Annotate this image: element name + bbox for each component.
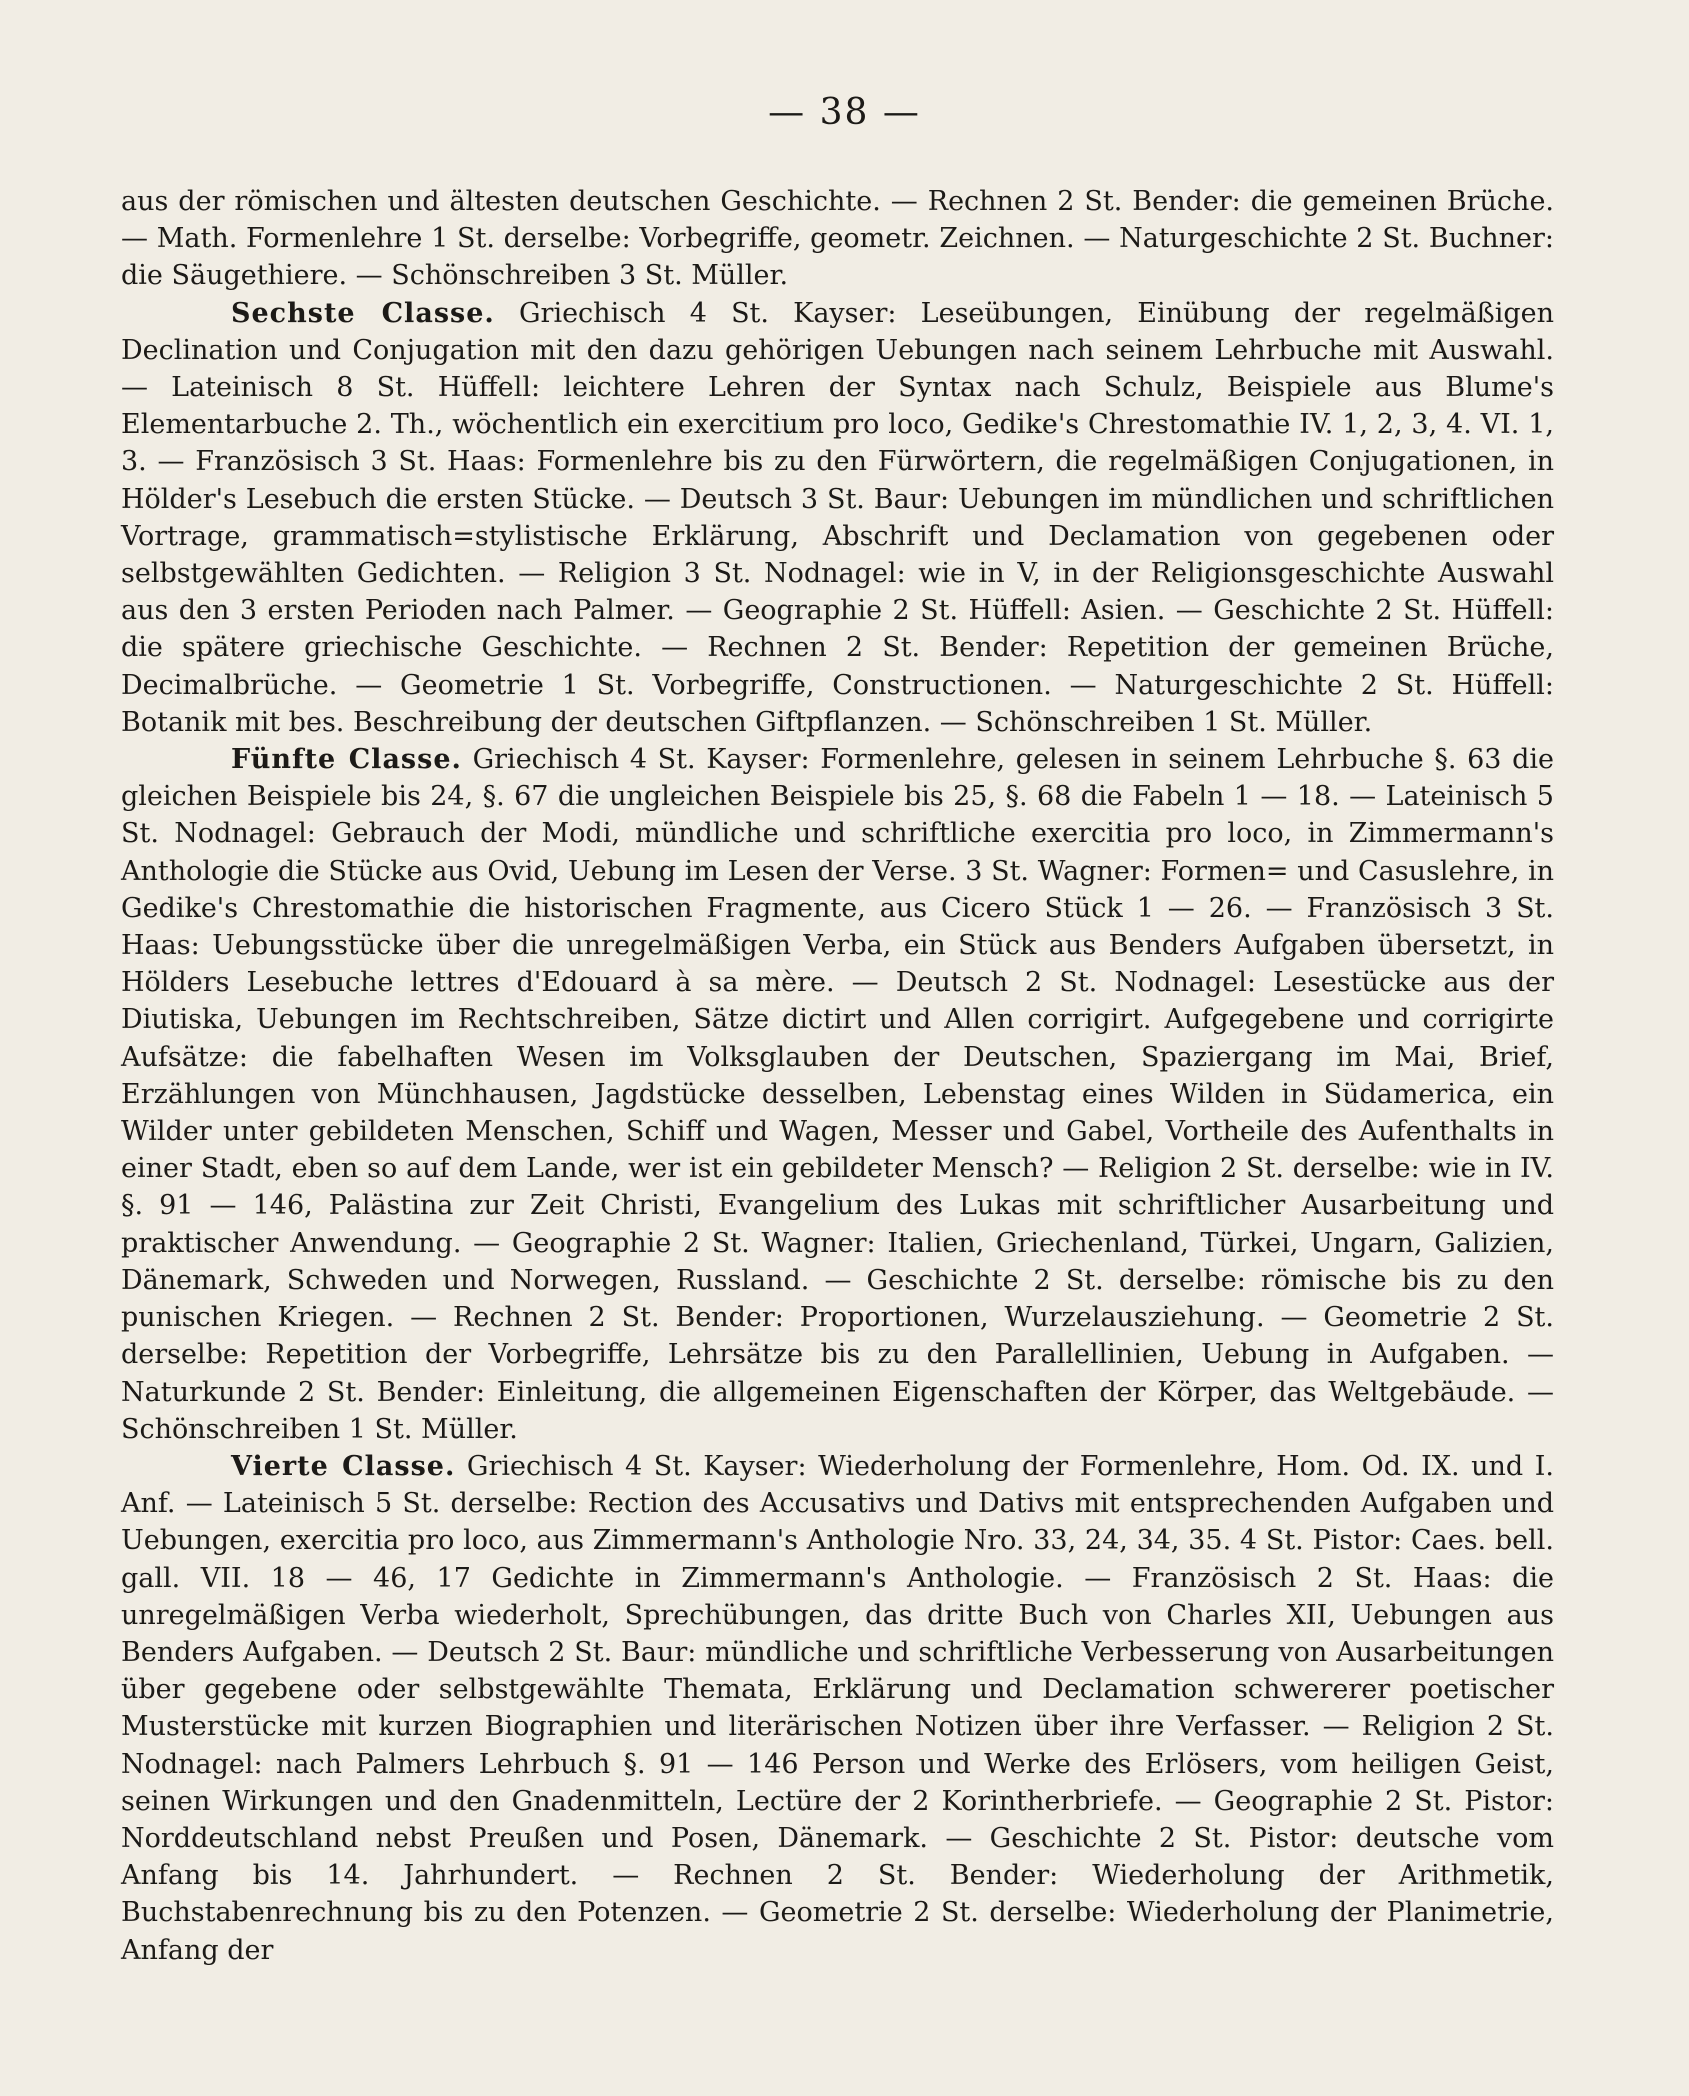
section-heading: Fünfte Classe.	[231, 744, 462, 776]
section-sechste-classe	[121, 295, 1554, 741]
paragraph-text: Griechisch 4 St. Kayser: Wiederholung der Formenlehre, Hom. Od. IX. und I. Anf. — Lateinisch 5 St. derselbe: Rection des Accusativs und Dativs mit entsprechenden Aufgaben und Uebungen, exercitia pro loco, aus Zimmermann's Anthologie Nro. 33, 24, 34, 35. 4 St. Pistor: Caes. bell. gall. VII. 18 — 46, 17 Gedichte in Zimmermann's Anthologie. — Französisch 2 St. Haas: die unregelmäßigen Verba wiederholt, Sprechübungen, das dritte Buch von Charles XII, Uebungen aus Benders Aufgaben. — Deutsch 2 St. Baur: mündliche und schriftliche Verbesserung von Ausarbeitungen über gegebene oder selbstgewählte Themata, Erklärung und Declamation schwererer poetischer Musterstücke mit kurzen Biographien und literärischen Notizen über ihre Verfasser. — Religion 2 St. Nodnagel: nach Palmers Lehrbuch §. 91 — 146 Person und Werke des Erlösers, vom heiligen Geist, seinen Wirkungen und den Gnadenmitteln, Lectüre der 2 Korintherbriefe. — Geographie 2 St. Pistor: Norddeutschland nebst Preußen und Posen, Dänemark. — Geschichte 2 St. Pistor: deutsche vom Anfang bis 14. Jahrhundert. — Rechnen 2 St. Bender: Wiederholung der Arithmetik, Buchstabenrechnung bis zu den Potenzen. — Geometrie 2 St. derselbe: Wiederholung der Planimetrie, Anfang der	[121, 1450, 1554, 1966]
body-text	[121, 183, 1554, 1969]
paragraph-continuation	[121, 183, 1554, 295]
paragraph-text: Griechisch 4 St. Kayser: Formenlehre, gelesen in seinem Lehrbuche §. 63 die gleichen Beispiele bis 24, §. 67 die ungleichen Beispiele bis 25, §. 68 die Fabeln 1 — 18. — Lateinisch 5 St. Nodnagel: Gebrauch der Modi, mündliche und schriftliche exercitia pro loco, in Zimmermann's Anthologie die Stücke aus Ovid, Uebung im Lesen der Verse. 3 St. Wagner: Formen= und Casuslehre, in Gedike's Chrestomathie die historischen Fragmente, aus Cicero Stück 1 — 26. — Französisch 3 St. Haas: Uebungsstücke über die unregelmäßigen Verba, ein Stück aus Benders Aufgaben übersetzt, in Hölders Lesebuche lettres d'Edouard à sa mère. — Deutsch 2 St. Nodnagel: Lesestücke aus der Diutiska, Uebungen im Rechtschreiben, Sätze dictirt und Allen corrigirt. Aufgegebene und corrigirte Aufsätze: die fabelhaften Wesen im Volksglauben der Deutschen, Spaziergang im Mai, Brief, Erzählungen von Münchhausen, Jagdstücke desselben, Lebenstag eines Wilden in Südamerica, ein Wilder unter gebildeten Menschen, Schiff und Wagen, Messer und Gabel, Vortheile des Aufenthalts in einer Stadt, eben so auf dem Lande, wer ist ein gebildeter Mensch? — Religion 2 St. derselbe: wie in IV. §. 91 — 146, Palästina zur Zeit Christi, Evangelium des Lukas mit schriftlicher Ausarbeitung und praktischer Anwendung. — Geographie 2 St. Wagner: Italien, Griechenland, Türkei, Ungarn, Galizien, Dänemark, Schweden und Norwegen, Russland. — Geschichte 2 St. derselbe: römische bis zu den punischen Kriegen. — Rechnen 2 St. Bender: Proportionen, Wurzelausziehung. — Geometrie 2 St. derselbe: Repetition der Vorbegriffe, Lehrsätze bis zu den Parallellinien, Uebung in Aufgaben. — Naturkunde 2 St. Bender: Einleitung, die allgemeinen Eigenschaften der Körper, das Weltgebäude. — Schönschreiben 1 St. Müller.	[121, 744, 1554, 1445]
section-heading: Vierte Classe.	[231, 1450, 456, 1482]
paragraph-text: aus der römischen und ältesten deutschen Geschichte. — Rechnen 2 St. Bender: die gemeinen Brüche. — Math. Formenlehre 1 St. derselbe: Vorbegriffe, geometr. Zeichnen. — Naturgeschichte 2 St. Buchner: die Säugethiere. — Schönschreiben 3 St. Müller.	[121, 186, 1554, 292]
paragraph-text: Griechisch 4 St. Kayser: Leseübungen, Einübung der regelmäßigen Declination und Conjugation mit den dazu gehörigen Uebungen nach seinem Lehrbuche mit Auswahl. — Lateinisch 8 St. Hüffell: leichtere Lehren der Syntax nach Schulz, Beispiele aus Blume's Elementarbuche 2. Th., wöchentlich ein exercitium pro loco, Gedike's Chrestomathie IV. 1, 2, 3, 4. VI. 1, 3. — Französisch 3 St. Haas: Formenlehre bis zu den Fürwörtern, die regelmäßigen Conjugationen, in Hölder's Lesebuch die ersten Stücke. — Deutsch 3 St. Baur: Uebungen im mündlichen und schriftlichen Vortrage, grammatisch=stylistische Erklärung, Abschrift und Declamation von gegebenen oder selbstgewählten Gedichten. — Religion 3 St. Nodnagel: wie in V, in der Religionsgeschichte Auswahl aus den 3 ersten Perioden nach Palmer. — Geographie 2 St. Hüffell: Asien. — Geschichte 2 St. Hüffell: die spätere griechische Geschichte. — Rechnen 2 St. Bender: Repetition der gemeinen Brüche, Decimalbrüche. — Geometrie 1 St. Vorbegriffe, Constructionen. — Naturgeschichte 2 St. Hüffell: Botanik mit bes. Beschreibung der deutschen Giftpflanzen. — Schönschreiben 1 St. Müller.	[121, 297, 1555, 738]
section-fuenfte-classe	[121, 741, 1554, 1448]
page-number: — 38 —	[768, 92, 921, 133]
section-vierte-classe	[121, 1448, 1554, 1969]
section-heading: Sechste Classe.	[231, 297, 495, 329]
